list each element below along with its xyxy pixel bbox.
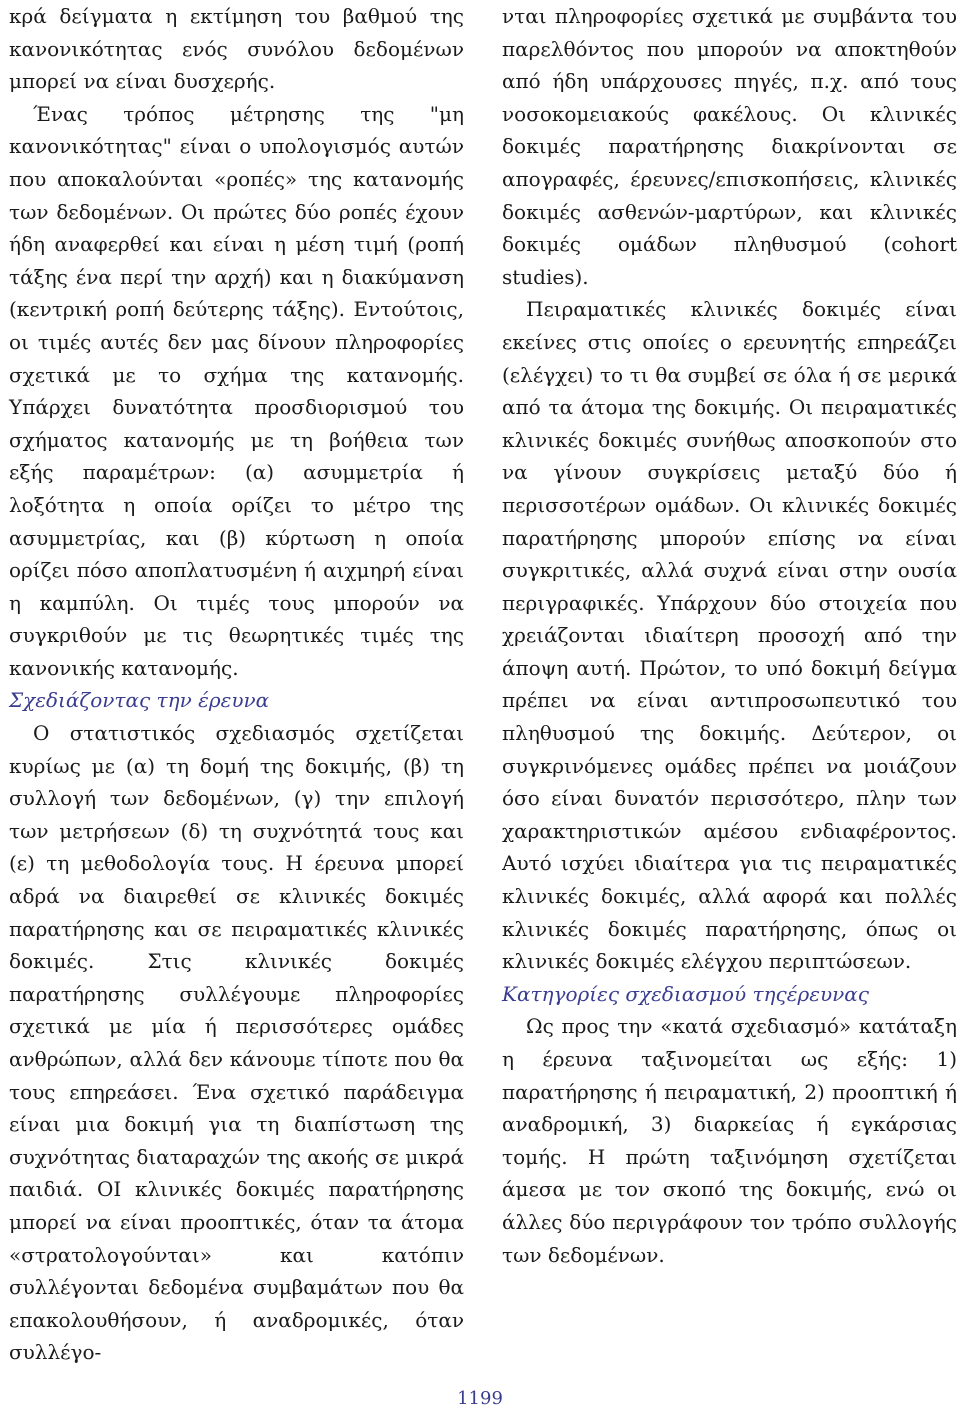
paragraph-experimental-trials: Πειραματικές κλινικές δοκιμές είναι εκείνες στις οποίες ο ερευνητής επηρεάζει (ελέγχει) το τι θα συμβεί σε όλα ή σε μερικά από τα άτομα της δοκιμής. Οι πειραματικές κλινικές δοκιμές συνήθως αποσκοπούν στο να γίνουν συγκρίσεις μεταξύ δύο ή περισσοτέρων ομάδων. Οι κλινικές δοκιμές παρατήρησης μπορούν επίσης να είναι συγκριτικές, αλλά συχνά είναι στην ουσία περιγραφικές. Υπάρχουν δύο στοιχεία που χρειάζονται ιδιαίτερη προσοχή από την άποψη αυτή. Πρώτον, το υπό δοκιμή δείγμα πρέπει να είναι αντιπροσωπευτικό του πληθυσμού της δοκιμής. Δεύτερον, οι συγκρινόμενες ομάδες πρέπει να μοιάζουν όσο είναι δυνατόν περισσότερο, πλην των χαρακτηριστικών αμέσου ενδιαφέροντος. Αυτό ισχύει ιδιαίτερα για τις πειραματικές κλινικές δοκιμές, αλλά αφορά και πολλές κλινικές δοκιμές παρατήρησης, όπως οι κλινικές δοκιμές ελέγχου περιπτώσεων. bbox=[502, 297, 957, 974]
section-heading-research-design: Σχεδιάζοντας την έρευνα bbox=[9, 688, 270, 713]
right-column bbox=[502, 0, 957, 1271]
paragraph-continuation: κρά δείγματα η εκτίμηση του βαθμού της κανονικότητας ενός συνόλου δεδομένων μπορεί να είναι δυσχερής. bbox=[9, 4, 464, 94]
paragraph-classification: Ως προς την «κατά σχεδιασμό» κατάταξη η έρευνα ταξινομείται ως εξής: 1) παρατήρησης ή πειραματική, 2) προοπτική ή αναδρομική, 3) διαρκείας ή εγκάρσιας τομής. Η πρώτη ταξινόμηση σχετίζεται άμεσα με τον σκοπό της δοκιμής, ενώ οι άλλες δύο περιγράφουν τον τρόπο συλλογής των δεδομένων. bbox=[502, 1014, 957, 1267]
paragraph-retrospective: νται πληροφορίες σχετικά με συμβάντα του παρελθόντος που μπορούν να αποκτηθούν από ήδη υπάρχουσες πηγές, π.χ. από τους νοσοκομειακούς φακέλους. Οι κλινικές δοκιμές παρατήρησης διακρίνονται σε απογραφές, έρευνες/επισκοπήσεις, κλινικές δοκιμές ασθενών-μαρτύρων, και κλινικές δοκιμές ομάδων πληθυσμού (cohort studies). bbox=[502, 4, 957, 289]
paragraph-moments: Ένας τρόπος μέτρησης της "μη κανονικότητας" είναι ο υπολογισμός αυτών που αποκαλούνται «ροπές» της κατανομής των δεδομένων. Οι πρώτες δύο ροπές έχουν ήδη αναφερθεί και είναι η μέση τιμή (ροπή τάξης ένα περί την αρχή) και η διακύμανση (κεντρική ροπή δεύτερης τάξης). Εντούτοις, οι τιμές αυτές δεν μας δίνουν πληροφορίες σχετικά με το σχήμα της κατανομής. Υπάρχει δυνατότητα προσδιορισμού του σχήματος κατανομής με τη βοήθεια των εξής παραμέτρων: (α) ασυμμετρία ή λοξότητα η οποία ορίζει το μέτρο της ασυμμετρίας, και (β) κύρτωση η οποία ορίζει πόσο αποπλατυσμένη ή αιχμηρή είναι η καμπύλη. Οι τιμές τους μπορούν να συγκριθούν με τις θεωρητικές τιμές της κανονικής κατανομής. bbox=[9, 101, 464, 680]
paragraph-statistical-design: Ο στατιστικός σχεδιασμός σχετίζεται κυρίως με (α) τη δομή της δοκιμής, (β) τη συλλογή των δεδομένων, (γ) την επιλογή των μετρήσεων (δ) τη συχνότητά τους και (ε) τη μεθοδολογία τους. Η έρευνα μπορεί αδρά να διαιρεθεί σε κλινικές δοκιμές παρατήρησης και σε πειραματικές κλινικές δοκιμές. Στις κλινικές δοκιμές παρατήρησης συλλέγουμε πληροφορίες σχετικά με μία ή περισσότερες ομάδες ανθρώπων, αλλά δεν κάνουμε τίποτε που θα τους επηρεάσει. Ένα σχετικό παράδειγμα είναι μια δοκιμή για τη διαπίστωση της συχνότητας διαταραχών της ακοής σε μικρά παιδιά. ΟΙ κλινικές δοκιμές παρατήρησης μπορεί να είναι προοπτικές, όταν τα άτομα «στρατολογούνται» και κατόπιν συλλέγονται δεδομένα συμβαμάτων που θα επακολουθήσουν, ή αναδρομικές, όταν συλλέγο- bbox=[9, 721, 464, 1365]
page-number: 1199 bbox=[457, 1388, 503, 1409]
left-column bbox=[9, 0, 464, 1369]
section-heading-design-categories: Κατηγορίες σχεδιασμού τηςέρευνας bbox=[502, 981, 869, 1006]
